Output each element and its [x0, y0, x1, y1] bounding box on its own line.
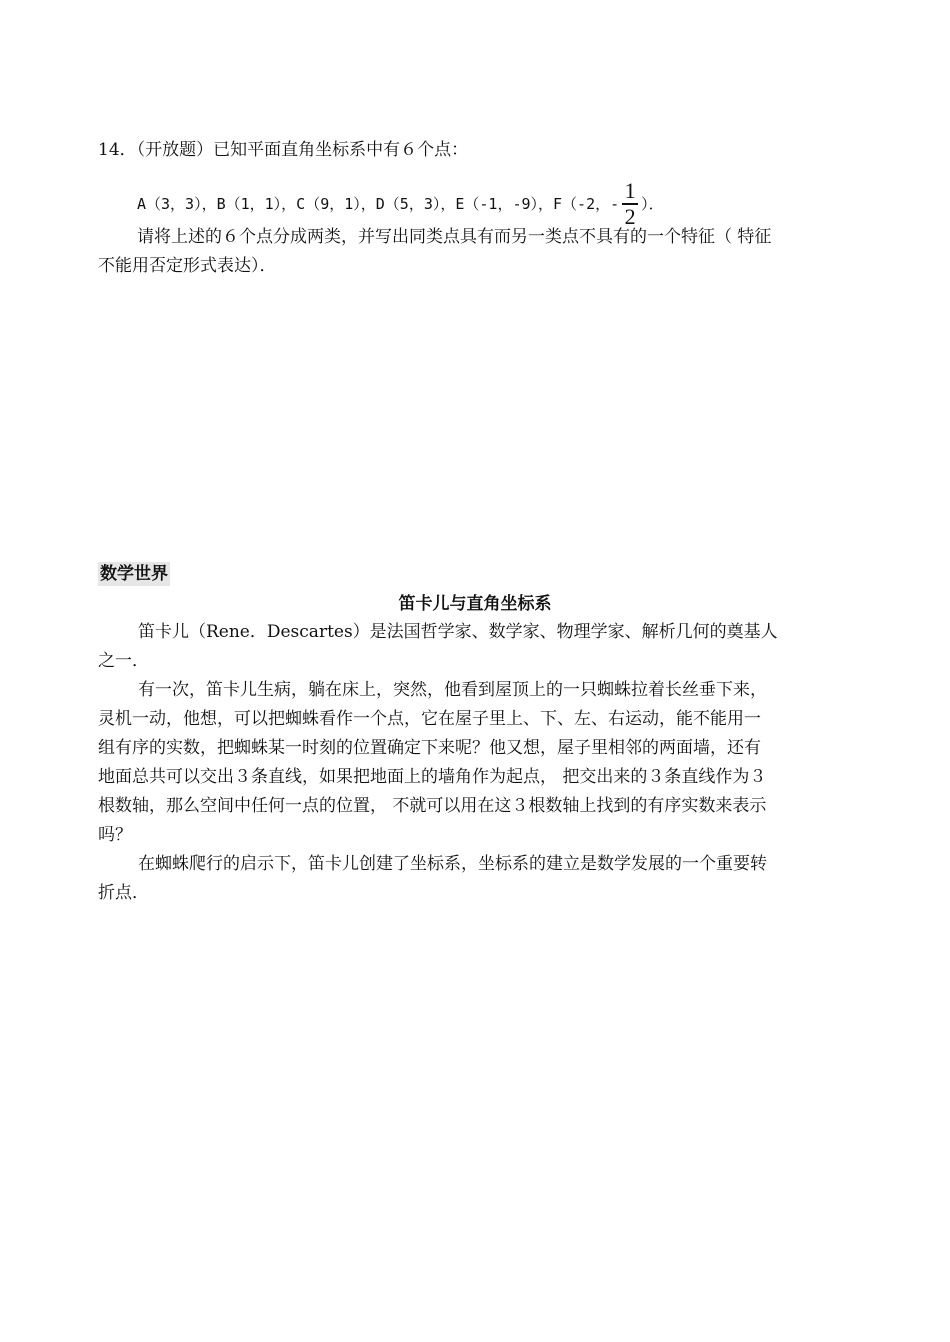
- paragraph-line: 之一．: [98, 651, 149, 671]
- points-suffix: ）．: [641, 194, 664, 213]
- paragraph-line: 在蜘蛛爬行的启示下，笛卡儿创建了坐标系，坐标系的建立是数学发展的一个重要转: [138, 854, 767, 874]
- question-prompt-line2: 不能用否定形式表达）．: [98, 256, 277, 276]
- paragraph-line: 折点．: [98, 883, 149, 903]
- paragraph-line: 灵机一动，他想，可以把蜘蛛看作一个点，它在屋子里上、下、左、右运动，能不能用一: [98, 709, 761, 729]
- paragraph-line: 有一次，笛卡儿生病，躺在床上，突然，他看到屋顶上的一只蜘蛛拉着长丝垂下来，: [138, 680, 767, 700]
- fraction-one-half: [622, 179, 638, 229]
- question-prompt-line1: 请将上述的６个点分成两类，并写出同类点具有而另一类点不具有的一个特征（ 特征: [137, 227, 772, 247]
- paragraph-line: 组有序的实数，把蜘蛛某一时刻的位置确定下来呢？他又想，屋子里相邻的两面墙，还有: [98, 738, 761, 758]
- fraction-denominator: 2: [624, 203, 636, 229]
- question-title: 14．（开放题）已知平面直角坐标系中有６个点：: [98, 140, 469, 160]
- fraction-numerator: 1: [624, 178, 636, 203]
- points-list: [137, 179, 664, 229]
- paragraph-line: 吗？: [98, 825, 132, 845]
- points-prefix: A（3，3），B（1，1），C（9，1），D（5，3），E（-1，-9），F（-2，-: [137, 194, 620, 213]
- paragraph-line: 根数轴，那么空间中任何一点的位置， 不就可以用在这３根数轴上找到的有序实数来表示: [98, 796, 767, 816]
- paragraph-3: [98, 850, 858, 908]
- article-title: 笛卡儿与直角坐标系: [398, 594, 552, 614]
- section-label: 数学世界: [100, 564, 168, 584]
- paragraph-2: [98, 676, 858, 850]
- paragraph-1: [98, 618, 858, 676]
- paragraph-line: 地面总共可以交出３条直线，如果把地面上的墙角作为起点， 把交出来的３条直线作为３: [98, 767, 767, 787]
- paragraph-line: 笛卡儿（Rene．Descartes）是法国哲学家、数学家、物理学家、解析几何的奠基人: [138, 622, 778, 642]
